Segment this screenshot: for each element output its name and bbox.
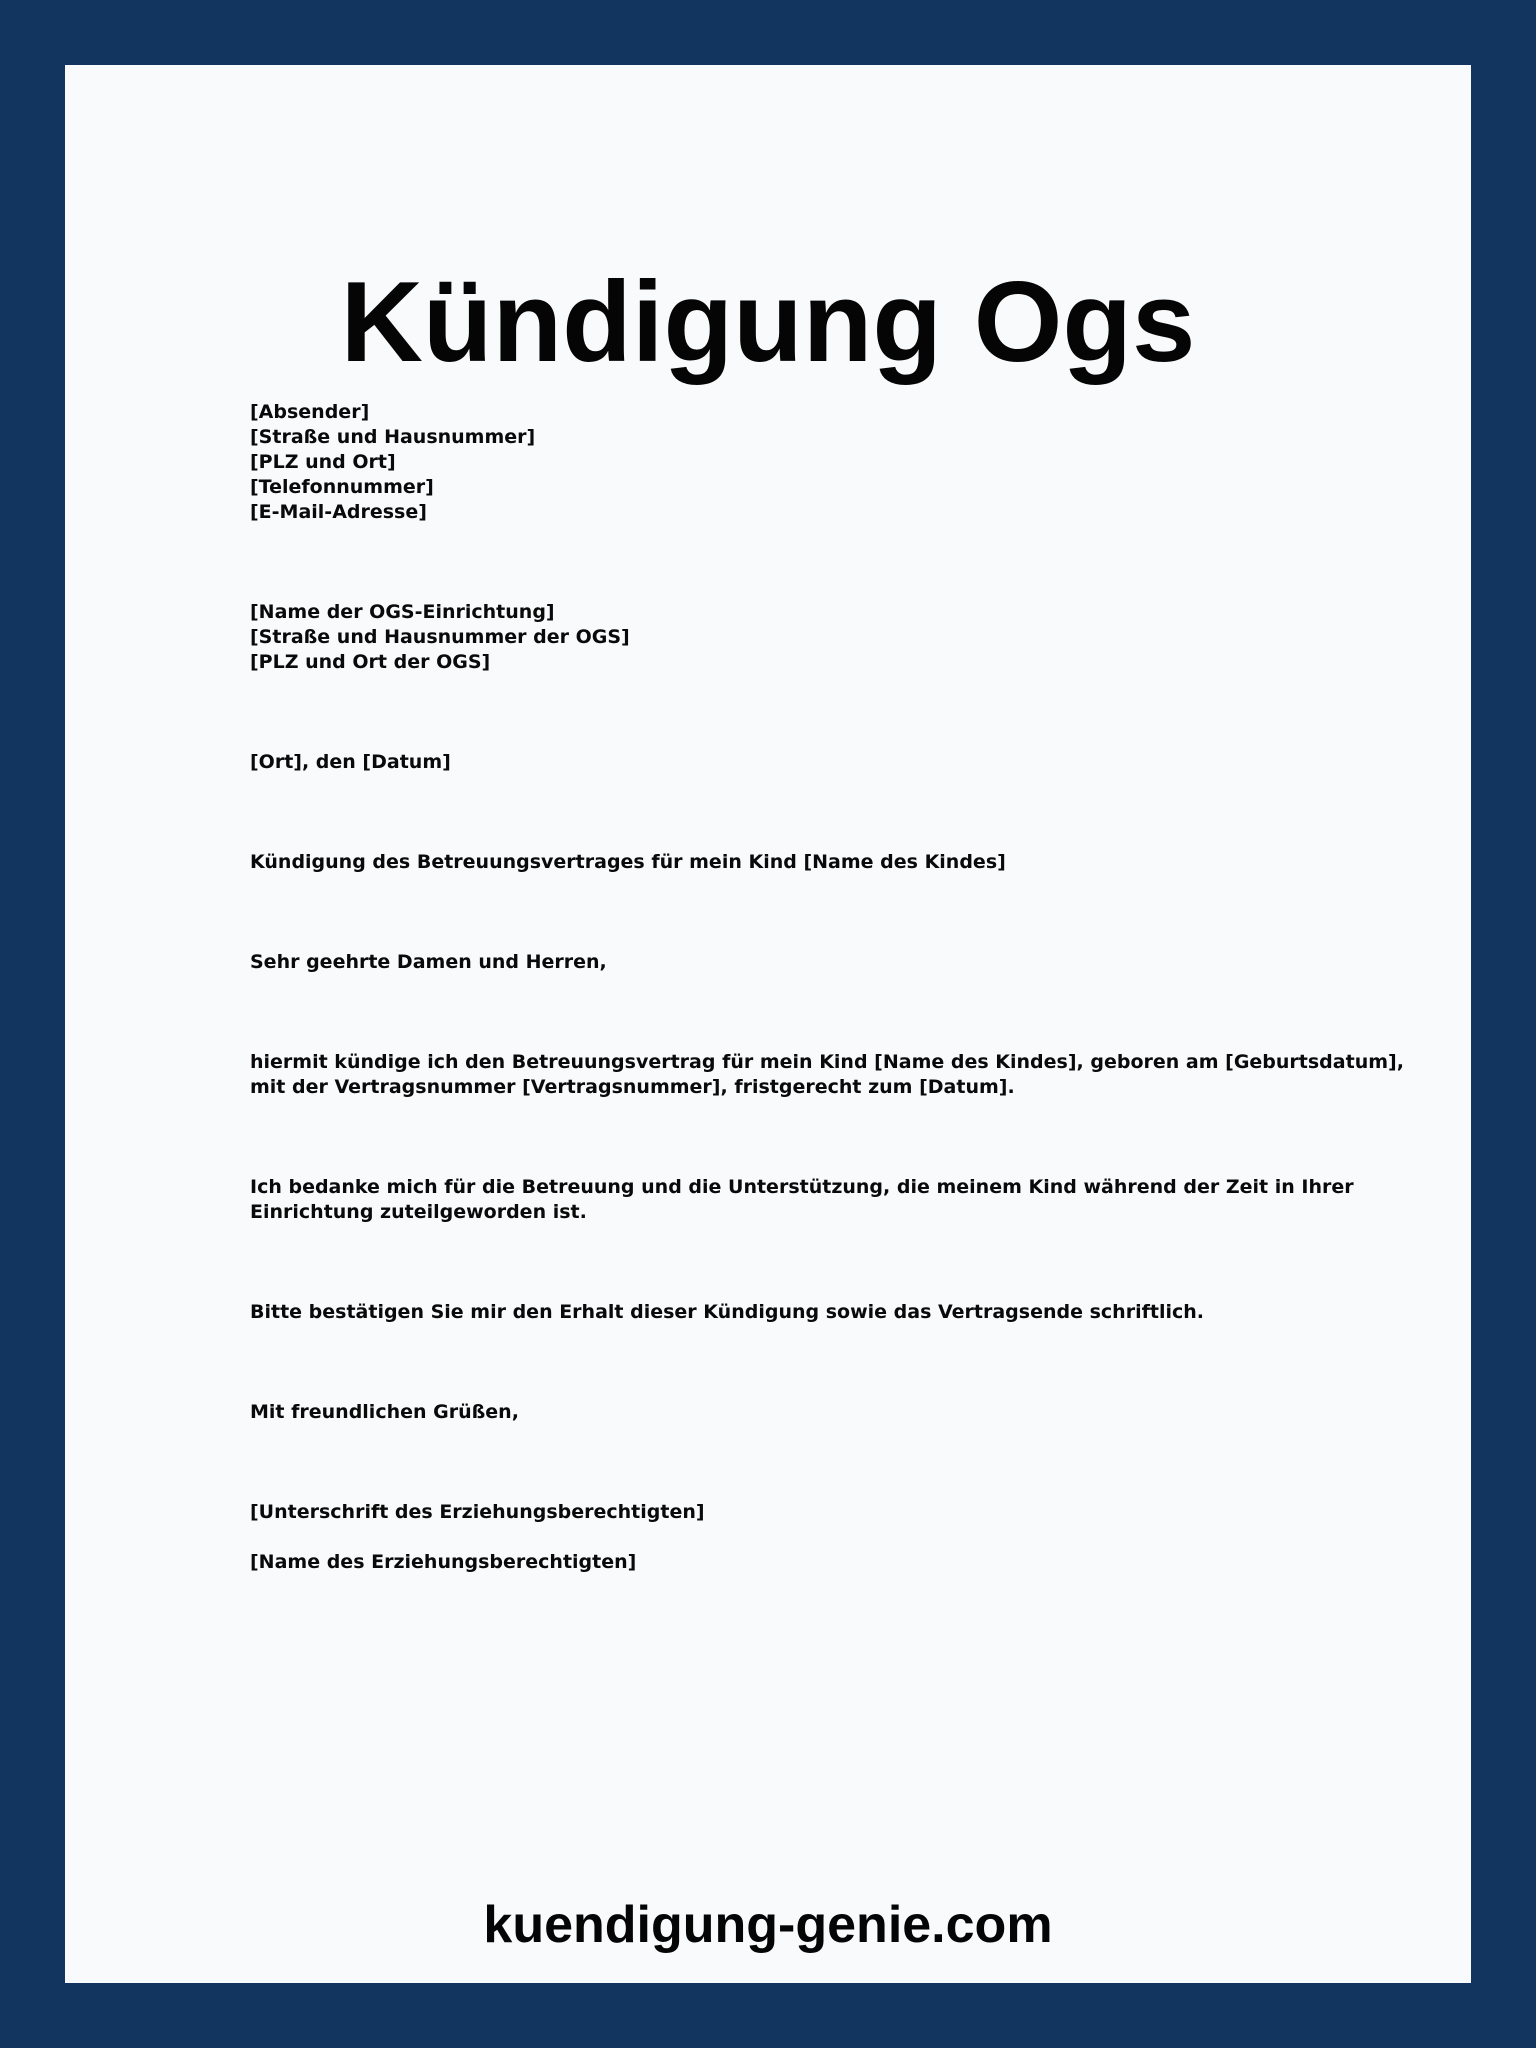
recipient-city: [PLZ und Ort der OGS]: [250, 651, 491, 673]
sender-email: [E-Mail-Adresse]: [250, 501, 427, 523]
body-paragraph-2: [250, 1175, 1354, 1225]
recipient-street: [Straße und Hausnummer der OGS]: [250, 626, 630, 648]
salutation: Sehr geehrte Damen und Herren,: [250, 951, 607, 973]
body-paragraph-1: [250, 1050, 1404, 1100]
body-paragraph-1-line-1: hiermit kündige ich den Betreuungsvertrag für mein Kind [Name des Kindes], geboren am [Geburtsdatum],: [250, 1051, 1404, 1073]
sender-block: [250, 400, 1350, 525]
document-title: Kündigung Ogs: [340, 259, 1196, 386]
recipient-block: [250, 600, 1350, 675]
body-paragraph-3: Bitte bestätigen Sie mir den Erhalt dieser Kündigung sowie das Vertragsende schriftlich.: [250, 1301, 1204, 1323]
sender-street: [Straße und Hausnummer]: [250, 426, 536, 448]
sender-city: [PLZ und Ort]: [250, 451, 396, 473]
closing: Mit freundlichen Grüßen,: [250, 1401, 519, 1423]
body-paragraph-2-line-2: Einrichtung zuteilgeworden ist.: [250, 1201, 587, 1223]
place-date: [Ort], den [Datum]: [250, 751, 451, 773]
footer-site-name: kuendigung-genie.com: [483, 1896, 1053, 1954]
recipient-name: [Name der OGS-Einrichtung]: [250, 601, 555, 623]
sender-phone: [Telefonnummer]: [250, 476, 434, 498]
signer-name: [Name des Erziehungsberechtigten]: [250, 1551, 637, 1573]
signature-placeholder: [Unterschrift des Erziehungsberechtigten]: [250, 1501, 705, 1523]
body-paragraph-1-line-2: mit der Vertragsnummer [Vertragsnummer], fristgerecht zum [Datum].: [250, 1076, 1015, 1098]
sender-name: [Absender]: [250, 401, 370, 423]
body-paragraph-2-line-1: Ich bedanke mich für die Betreuung und die Unterstützung, die meinem Kind während der Zeit in Ihrer: [250, 1176, 1354, 1198]
subject-line: Kündigung des Betreuungsvertrages für mein Kind [Name des Kindes]: [250, 851, 1006, 873]
letter-sheet: [65, 65, 1471, 1983]
letter-body: [250, 400, 1404, 1575]
